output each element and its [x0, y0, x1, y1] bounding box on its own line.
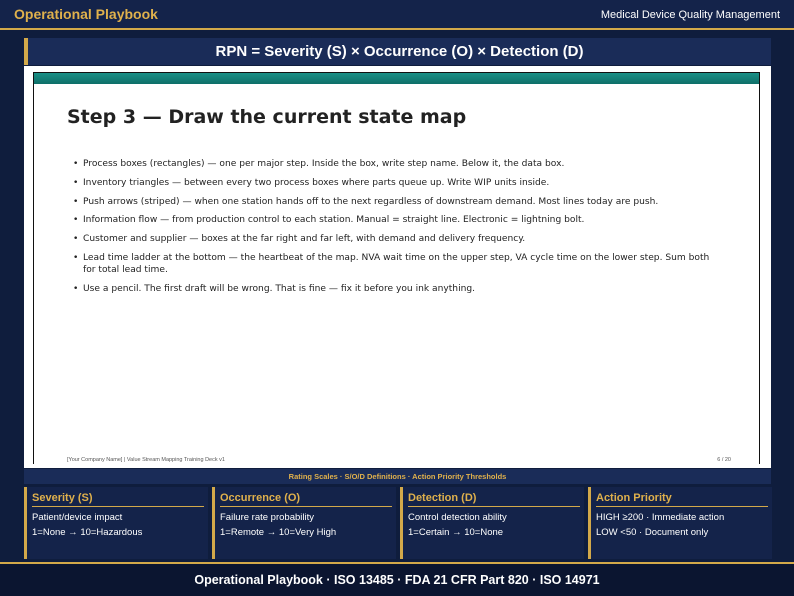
bullet-item — [73, 252, 723, 277]
bullet-item — [73, 233, 723, 246]
slide-bullet-list — [73, 158, 723, 302]
bullet-item — [73, 158, 723, 171]
card-title: Occurrence (O) — [220, 492, 392, 507]
slide-header-band — [34, 73, 759, 84]
card-description: HIGH ≥200 · Immediate action — [596, 512, 725, 523]
bullet-text: Use a pencil. The first draft will be wrong. That is fine — fix it before you ink anything. — [83, 284, 476, 295]
bullet-text: Process boxes (rectangles) — one per major step. Inside the box, write step name. Below it, the data box. — [83, 159, 565, 169]
card-scale: 1=Remote → 10=Very High — [220, 527, 337, 538]
card-description: Control detection ability — [408, 512, 507, 523]
context-title: Medical Device Quality Management — [600, 9, 780, 21]
bullet-text: Lead time ladder at the bottom — the heartbeat of the map. NVA wait time on the upper step, VA cycle time on the lower step. Sum both for total lead time. — [83, 252, 710, 276]
detection-card — [400, 487, 584, 559]
bullet-dot: • — [73, 196, 79, 207]
bullet-text: Information flow — from production control to each station. Manual = straight line. Electronic = lightning bolt. — [83, 215, 585, 226]
card-scale: LOW <50 · Document only — [596, 527, 709, 538]
bullet-dot: • — [73, 234, 79, 245]
slide-canvas — [33, 72, 760, 464]
bullet-item — [73, 196, 723, 209]
top-header-bar — [0, 0, 794, 30]
bullet-dot: • — [73, 284, 79, 295]
page-indicator: 6 / 20 — [717, 457, 731, 463]
card-scale: 1=None → 10=Hazardous — [32, 527, 143, 538]
bullet-dot: • — [73, 159, 79, 169]
bullet-text: Push arrows (striped) — when one station hands off to the next regardless of downstream demand. Most lines today are push. — [83, 196, 659, 207]
card-title: Severity (S) — [32, 492, 204, 507]
bullet-text: Customer and supplier — boxes at the far right and far left, with demand and delivery frequency. — [83, 234, 526, 245]
slide-footer-text: [Your Company Name] | Value Stream Mapping Training Deck v1 — [67, 457, 225, 463]
action-priority-card — [588, 487, 772, 559]
bullet-dot: • — [73, 177, 79, 188]
slide-viewer — [24, 66, 771, 468]
card-description: Patient/device impact — [32, 512, 123, 523]
footer-standards-bar: Operational Playbook · ISO 13485 · FDA 21 CFR Part 820 · ISO 14971 — [0, 562, 794, 596]
card-title: Detection (D) — [408, 492, 580, 507]
brand-title: Operational Playbook — [14, 6, 158, 22]
card-title: Action Priority — [596, 492, 768, 507]
rpn-formula-banner: RPN = Severity (S) × Occurrence (O) × Detection (D) — [24, 38, 771, 65]
bullet-item — [73, 177, 723, 190]
bullet-item — [73, 214, 723, 227]
card-description: Failure rate probability — [220, 512, 314, 523]
slide-title: Step 3 — Draw the current state map — [67, 106, 467, 128]
severity-card — [24, 487, 208, 559]
bullet-text: Inventory triangles — between every two process boxes where parts queue up. Write WIP units inside. — [83, 177, 550, 188]
bullet-item — [73, 283, 723, 296]
occurrence-card — [212, 487, 396, 559]
rating-scales-bar: Rating Scales · S/O/D Definitions · Action Priority Thresholds — [24, 469, 771, 484]
bullet-dot: • — [73, 252, 79, 263]
bullet-dot: • — [73, 215, 79, 226]
card-scale: 1=Certain → 10=None — [408, 527, 504, 538]
